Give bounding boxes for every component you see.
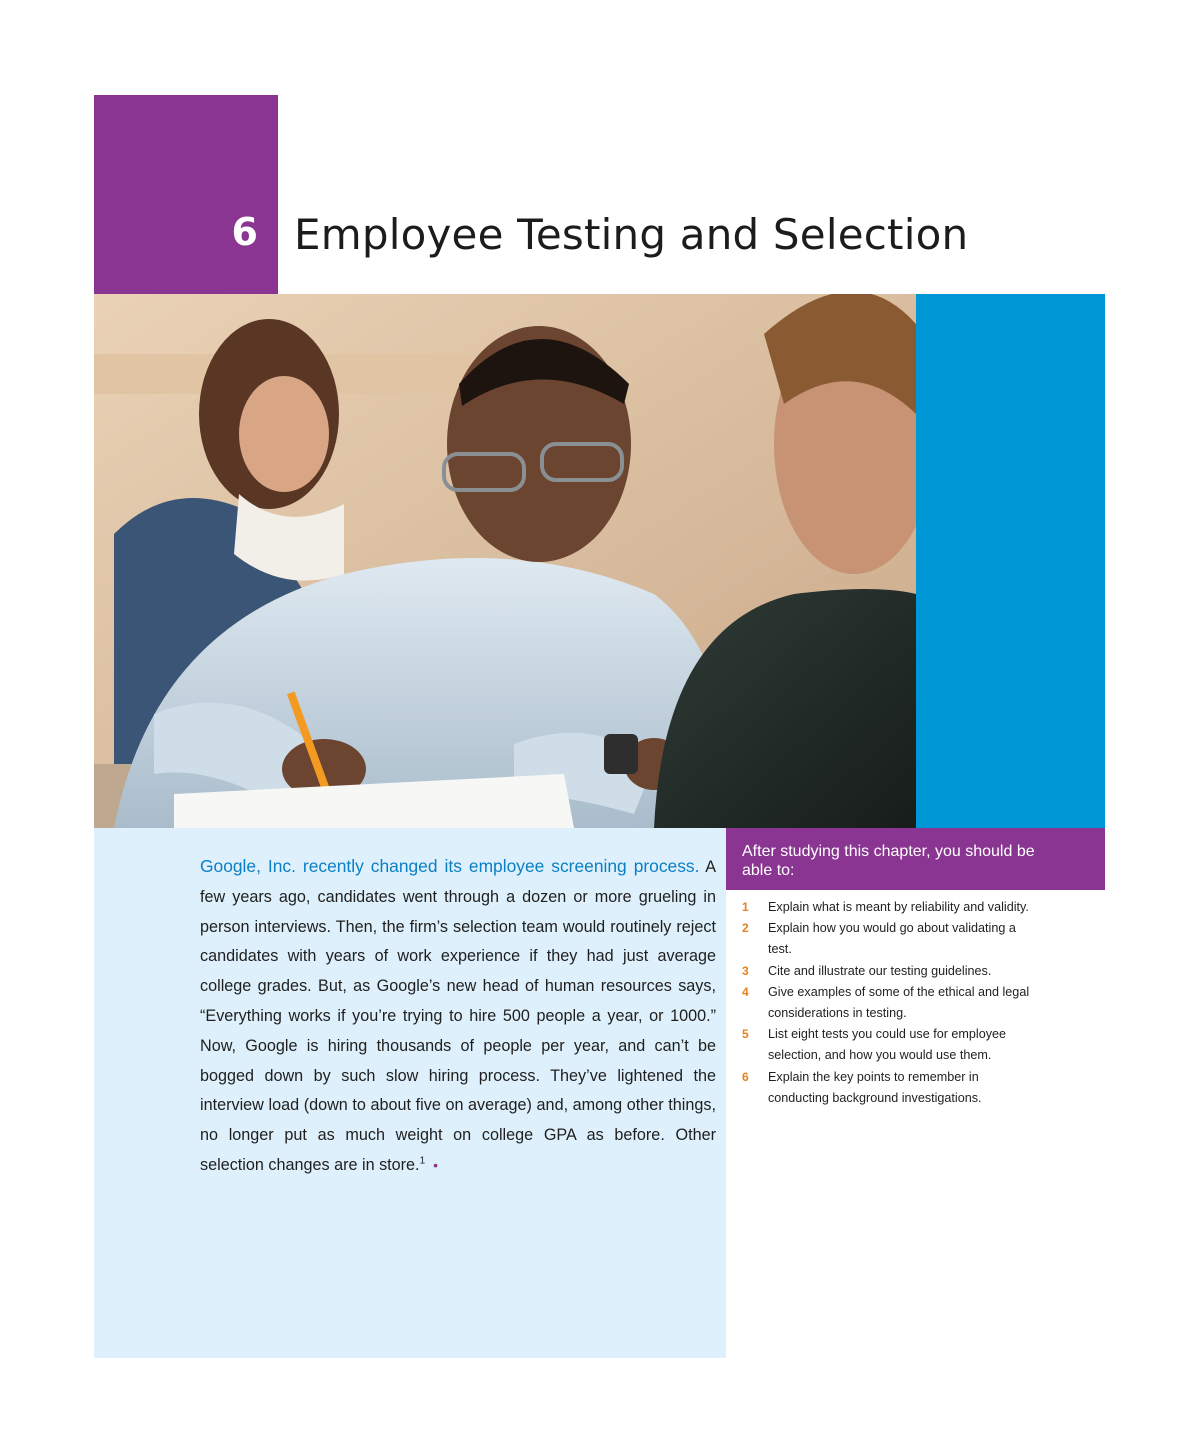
footnote-marker: 1	[419, 1155, 426, 1167]
end-mark: •	[433, 1156, 439, 1173]
objective-item	[742, 897, 1032, 918]
students-taking-test-photo	[94, 294, 916, 828]
objective-number: 2	[742, 921, 749, 936]
objective-number: 4	[742, 984, 749, 999]
objective-item	[742, 961, 1032, 982]
intro-body: A few years ago, candidates went through a dozen or more grueling in person interviews. Then, the firm’s selection team would routinely reject candidates with years of work experience if they had just average college grades. But, as Google’s new head of human resources says, “Everything works if you’re trying to hire 500 people a year, or 1000.” Now, Google is hiring thousands of people per year, and can’t be bogged down by such slow hiring process. They’ve lightened the interview load (down to about five on average) and, among other things, no longer put as much weight on college GPA as before. Other selection changes are in store.	[200, 858, 716, 1174]
objective-text: Give examples of some of the ethical and legal considerations in testing.	[768, 984, 1030, 1021]
objectives-header	[726, 828, 1105, 890]
accent-panel	[916, 294, 1105, 828]
objective-item	[742, 918, 1032, 960]
objective-text: Cite and illustrate our testing guidelines.	[768, 963, 992, 978]
intro-text	[200, 852, 716, 1181]
objective-item	[742, 982, 1032, 1024]
objectives-list	[742, 897, 1032, 1109]
objective-number: 1	[742, 900, 749, 914]
objective-item	[742, 1067, 1032, 1109]
chapter-number-block	[94, 95, 278, 294]
objectives-heading: After studying this chapter, you should be able to:	[742, 843, 1035, 879]
objective-text: Explain what is meant by reliability and validity.	[768, 900, 1029, 914]
objective-text: Explain how you would go about validating a test.	[768, 921, 1016, 957]
objective-number: 6	[742, 1069, 749, 1084]
objective-number: 5	[742, 1027, 749, 1042]
objective-item	[742, 1024, 1032, 1066]
objective-text: Explain the key points to remember in conducting background investigations.	[768, 1069, 982, 1105]
objective-text: List eight tests you could use for employee selection, and how you would use them.	[768, 1027, 1007, 1063]
chapter-title: Employee Testing and Selection	[294, 210, 969, 259]
chapter-number: 6	[231, 210, 258, 254]
intro-lead: Google, Inc. recently changed its employee screening process.	[200, 856, 700, 876]
objective-number: 3	[742, 963, 749, 978]
